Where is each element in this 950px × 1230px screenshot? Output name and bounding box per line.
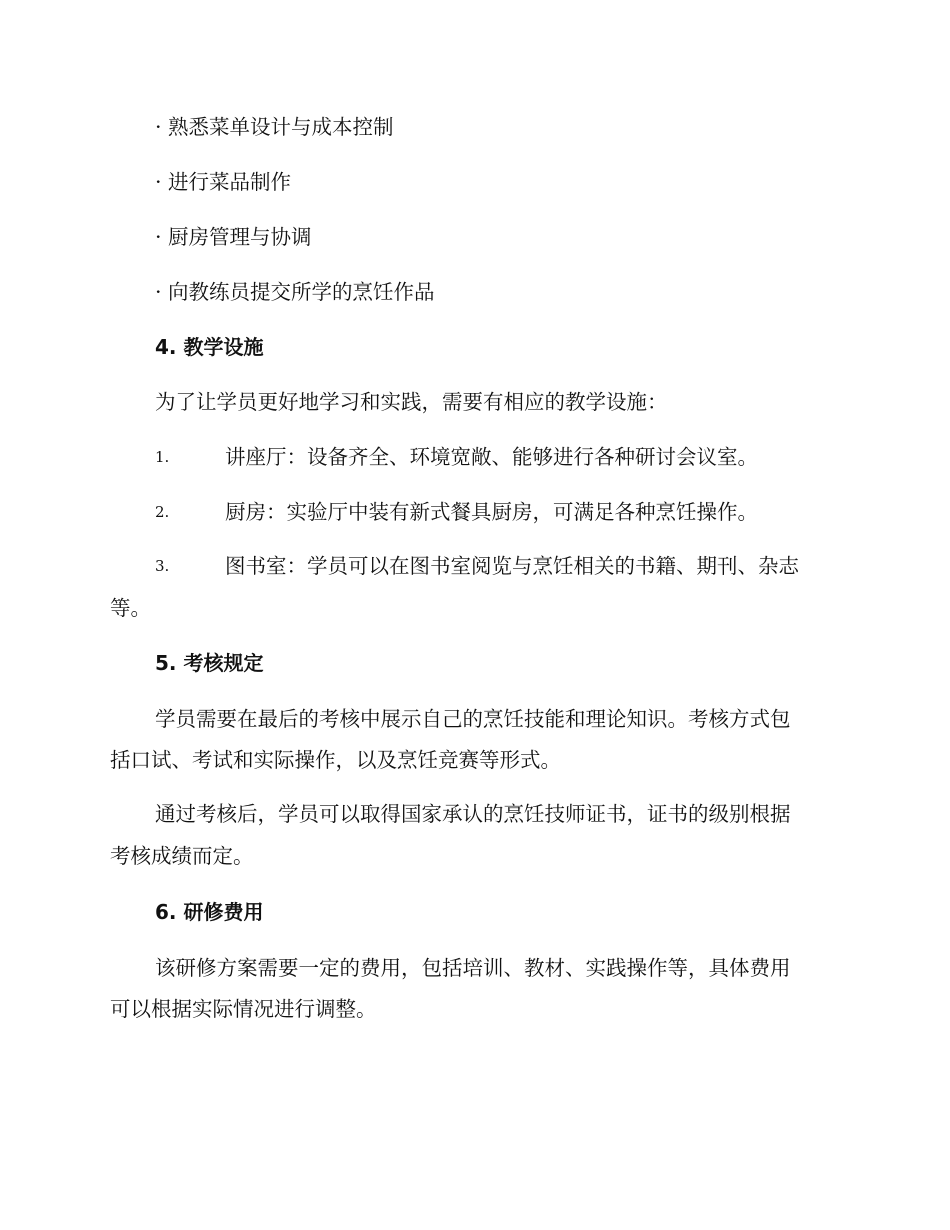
list-number: 3. (155, 557, 170, 575)
bullet-item: · 厨房管理与协调 (155, 225, 312, 249)
list-number: 2. (155, 503, 170, 521)
list-item-text: 厨房：实验厅中装有新式餐具厨房，可满足各种烹饪操作。 (225, 500, 758, 524)
bullet-item: · 熟悉菜单设计与成本控制 (155, 115, 394, 139)
fees-paragraph: 该研修方案需要一定的费用，包括培训、教材、实践操作等，具体费用 (155, 956, 791, 980)
facilities-intro: 为了让学员更好地学习和实践，需要有相应的教学设施： (155, 390, 668, 414)
bullet-item: · 进行菜品制作 (155, 170, 292, 194)
bullet-item: · 向教练员提交所学的烹饪作品 (155, 280, 435, 304)
list-item-continuation: 等。 (110, 596, 151, 620)
assessment-paragraph-2-cont: 考核成绩而定。 (110, 844, 254, 868)
section-heading-fees: 6. 研修费用 (155, 900, 264, 924)
assessment-paragraph-1: 学员需要在最后的考核中展示自己的烹饪技能和理论知识。考核方式包 (155, 707, 791, 731)
assessment-paragraph-2: 通过考核后，学员可以取得国家承认的烹饪技师证书，证书的级别根据 (155, 802, 791, 826)
assessment-paragraph-1-cont: 括口试、考试和实际操作，以及烹饪竞赛等形式。 (110, 748, 561, 772)
section-heading-assessment: 5. 考核规定 (155, 651, 264, 675)
section-heading-facilities: 4. 教学设施 (155, 335, 264, 359)
list-number: 1. (155, 448, 170, 466)
list-item-text: 图书室：学员可以在图书室阅览与烹饪相关的书籍、期刊、杂志 (225, 554, 799, 578)
list-item-text: 讲座厅：设备齐全、环境宽敞、能够进行各种研讨会议室。 (225, 445, 758, 469)
fees-paragraph-cont: 可以根据实际情况进行调整。 (110, 997, 377, 1021)
